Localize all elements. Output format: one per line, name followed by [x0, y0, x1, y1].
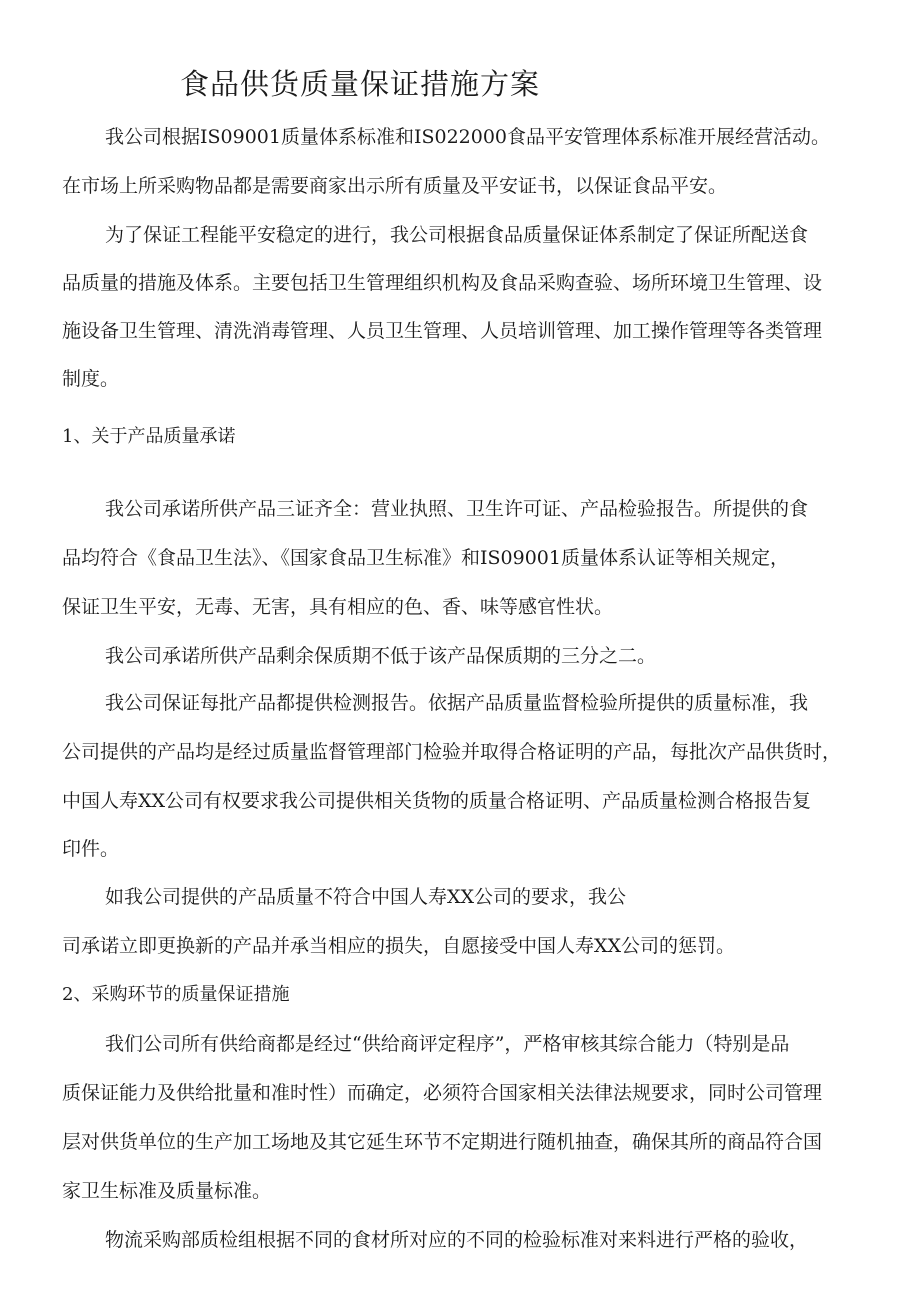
paragraph-line: 家卫生标准及质量标准。	[62, 1180, 272, 1202]
paragraph-line: 层对供货单位的生产加工场地及其它延生环节不定期进行随机抽查，确保其所的商品符合国	[62, 1131, 823, 1153]
paragraph-line: 品均符合《食品卫生法》、《国家食品卫生标准》和IS09001质量体系认证等相关规定，	[62, 547, 789, 569]
paragraph-line: 为了保证工程能平安稳定的进行，我公司根据食品质量保证体系制定了保证所配送食	[105, 224, 809, 246]
paragraph-line: 我公司承诺所供产品三证齐全：营业执照、卫生许可证、产品检验报告。所提供的食	[105, 498, 809, 520]
paragraph-line: 我公司承诺所供产品剩余保质期不低于该产品保质期的三分之二。	[105, 645, 657, 667]
paragraph-line: 我们公司所有供给商都是经过“供给商评定程序”，严格审核其综合能力（特别是品	[105, 1033, 790, 1055]
paragraph-line: 施设备卫生管理、清洗消毒管理、人员卫生管理、人员培训管理、加工操作管理等各类管理	[62, 320, 823, 342]
section-heading: 1、关于产品质量承诺	[62, 426, 236, 447]
paragraph-line: 在市场上所采购物品都是需要商家出示所有质量及平安证书，以保证食品平安。	[62, 175, 728, 197]
paragraph-line: 我公司保证每批产品都提供检测报告。依据产品质量监督检验所提供的质量标准，我	[105, 692, 809, 714]
paragraph-line: 司承诺立即更换新的产品并承当相应的损失，自愿接受中国人寿XX公司的惩罚。	[62, 935, 736, 957]
paragraph-line: 质保证能力及供给批量和准时性）而确定，必须符合国家相关法律法规要求，同时公司管理	[62, 1082, 823, 1104]
paragraph-line: 我公司根据IS09001质量体系标准和IS022000食品平安管理体系标准开展经营活动。	[105, 126, 831, 148]
paragraph-line: 印件。	[62, 838, 120, 860]
paragraph-line: 中国人寿XX公司有权要求我公司提供相关货物的质量合格证明、产品质量检测合格报告复	[62, 790, 812, 812]
paragraph-line: 物流采购部质检组根据不同的食材所对应的不同的检验标准对来料进行严格的验收，	[105, 1229, 809, 1251]
paragraph-line: 如我公司提供的产品质量不符合中国人寿XX公司的要求，我公	[105, 886, 627, 908]
paragraph-line: 保证卫生平安，无毒、无害，具有相应的色、香、味等感官性状。	[62, 596, 614, 618]
paragraph-line: 品质量的措施及体系。主要包括卫生管理组织机构及食品采购查验、场所环境卫生管理、设	[62, 272, 823, 294]
document-title: 食品供货质量保证措施方案	[180, 67, 541, 101]
section-heading: 2、采购环节的质量保证措施	[62, 984, 290, 1005]
paragraph-line: 公司提供的产品均是经过质量监督管理部门检验并取得合格证明的产品，每批次产品供货时，	[62, 741, 842, 763]
paragraph-line: 制度。	[62, 368, 120, 390]
